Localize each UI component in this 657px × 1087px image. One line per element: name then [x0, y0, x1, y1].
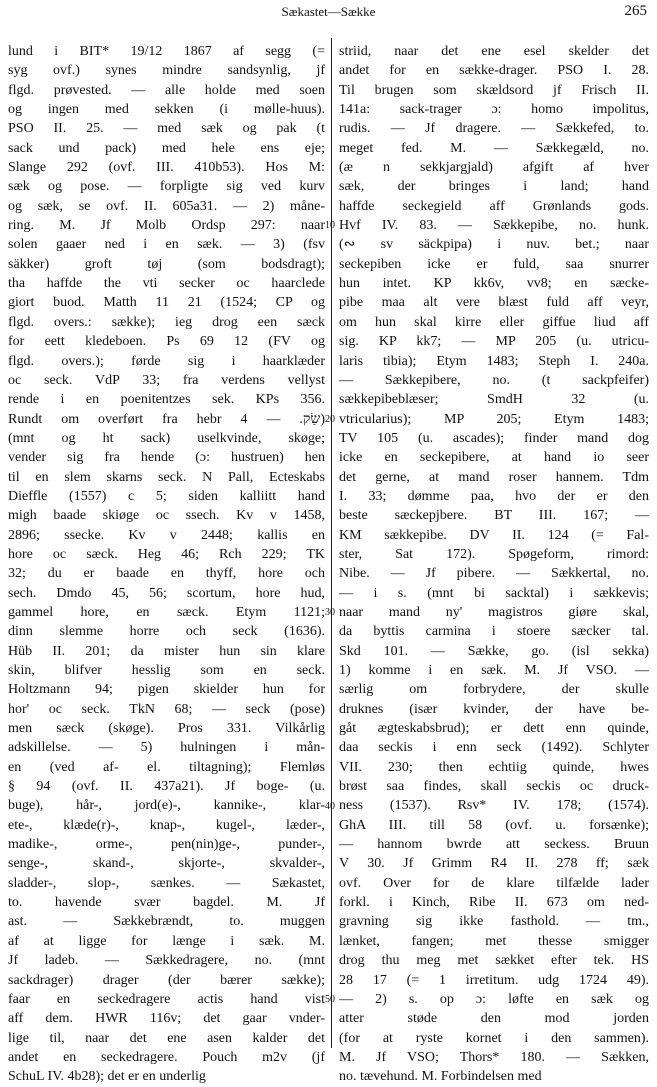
- right-column-text-line: vtricularius); MP 205; Etym 1483;: [339, 411, 649, 427]
- right-column-text-line: naar mand ny' magistros giøre skal,: [339, 604, 649, 620]
- right-column-text-line: sæk, der bringes i land; hand: [339, 179, 649, 195]
- right-column-text-line: haffde seckegield aff Grønlands gods.: [339, 198, 649, 214]
- right-column-text-line: gåt ægteskabsbrud); er dett enn quinde,: [339, 721, 649, 737]
- left-column-text-line: sackdrager) drager (der bærer sække);: [8, 972, 325, 988]
- right-column-text-line: meget fed. M. — Sækkegæld, no.: [339, 140, 649, 156]
- right-column-text-line: 141a: sack-trager ɔ: homo impolitus,: [339, 102, 649, 118]
- right-column-text-line: M. Jf VSO; Thors* 180. — Sækken,: [339, 1049, 649, 1065]
- left-column-text-line: faar en seckedragere actis hand vist: [8, 991, 325, 1007]
- left-column-text-line: sech. Dmdo 45, 56; scortum, hore hud,: [8, 585, 325, 601]
- left-column-text-line: ring. M. Jf Molb Ordsp 297: naar: [8, 218, 325, 234]
- left-column-text-line: en (ved af- el. tiltagning); Flemløs: [8, 759, 325, 775]
- page-number: 265: [624, 3, 647, 19]
- left-column-text-line: SchuL IV. 4b28); det er en underlig: [8, 1069, 206, 1085]
- left-column-text-line: 2896; ssecke. Kv v 2448; kallis en: [8, 527, 325, 543]
- left-column-text-line: flgd. prøvested. — alle holde med soen: [8, 82, 325, 98]
- right-column-text-line: (∾ sv säckpipa) i nuv. bet.; naar: [339, 237, 649, 253]
- right-column-text-line: om hun skal kirre eller giffue liud aff: [339, 314, 649, 330]
- right-column-text-line: druknes (især kvinder, der have be-: [339, 701, 649, 717]
- left-column: [8, 42, 325, 1087]
- left-column-text-line: sladder-, slop-, sænkes. — Sækastet,: [8, 875, 325, 891]
- left-column-text-line: hore oc sæck. Heg 46; Rch 229; TK: [8, 546, 325, 562]
- left-column-text-line: til en slem skarns seck. N Pall, Ecteskabs: [8, 469, 325, 485]
- left-column-text-line: dinn slemme horre och seck (1636).: [8, 624, 325, 640]
- right-column-text-line: no. tævehund. M. Forbindelsen med: [339, 1069, 542, 1085]
- right-column-text-line: — hannom bwrde att seckess. Bruun: [339, 837, 649, 853]
- right-column-text-line: — i s. (mnt bi sacktal) i sækkevis;: [339, 585, 649, 601]
- left-column-text-line: Jf ladeb. — Sækkedragere, no. (mnt: [8, 953, 325, 969]
- left-column-text-line: buge), hår-, jord(e)-, kannike-, klar-: [8, 798, 325, 814]
- right-column-text-line: daa seckis i enn seck (1492). Schlyter: [339, 740, 649, 756]
- left-column-text-line: solen gaaer ned i en sæk. — 3) (fsv: [8, 237, 325, 253]
- right-column-text-line: ster, Sat 172). Spøgeform, rimord:: [339, 546, 649, 562]
- left-column-text-line: adskillelse. — 5) hulningen i mån-: [8, 740, 325, 756]
- right-column-text-line: sig. KP kk7; — MP 205 (u. utricu-: [339, 334, 649, 350]
- left-column-text-line: (mnt og ht sack) uselkvinde, skøge;: [8, 430, 325, 446]
- left-column-text-line: og sæk, se ovf. II. 605a31. — 2) måne-: [8, 198, 325, 214]
- right-column-text-line: laris tibia); Etym 1483; Steph I. 240a.: [339, 353, 649, 369]
- left-column-text-line: og ingen med sekken (i mølle-huus).: [8, 102, 325, 118]
- left-column-text-line: Hüb II. 201; da mister hun sin klare: [8, 643, 325, 659]
- left-column-text-line: madike-, orme-, pen(nin)ge-, punder-,: [8, 837, 325, 853]
- right-column-text-line: ovf. Over for de klare tilfælde lader: [339, 875, 649, 891]
- right-column-text-line: icke en seckepibere, at hand io seer: [339, 450, 649, 466]
- line-number: 50: [325, 994, 335, 1006]
- left-column-text-line: giort buod. Matth 11 21 (1524; CP og: [8, 295, 325, 311]
- running-header: Sækastet—Sække: [281, 4, 376, 19]
- left-column-text-line: tha haffde the vti secker oc haarclede: [8, 276, 325, 292]
- right-column-text-line: gravning sig ikke fasthold. — tm.,: [339, 914, 649, 930]
- right-column-text-line: forkl. i Kinch, Ribe II. 673 om ned-: [339, 895, 649, 911]
- right-column-text-line: ness (1537). Rsv* IV. 178; (1574).: [339, 798, 649, 814]
- left-column-text-line: hor' oc seck. TkN 68; — seck (pose): [8, 701, 325, 717]
- right-column-text-line: seckepiben icke er fuld, saa snurrer: [339, 256, 649, 272]
- left-column-text-line: rende i en poenitentzes sek. KPs 356.: [8, 392, 325, 408]
- right-column-text-line: Skd 101. — Sække, go. (isl sekka): [339, 643, 649, 659]
- right-column-text-line: hun intet. KP kk6v, vv8; en sæcke-: [339, 276, 649, 292]
- right-column-text-line: lænket, fangen; met thesse smigger: [339, 933, 649, 949]
- left-column-text-line: Holtzmann 94; pigen skielder hun for: [8, 682, 325, 698]
- left-column-text-line: men sæck (skøge). Pros 331. Vilkårlig: [8, 721, 325, 737]
- right-column-text-line: sækkepibeblæser; SmdH 32 (u.: [339, 392, 649, 408]
- left-column-text-line: lund i BIT* 19/12 1867 af segg (=: [8, 44, 325, 59]
- left-column-text-line: oc seck. VdP 33; fra verdens vellyst: [8, 372, 325, 388]
- right-column-text-line: andet for en sække-drager. PSO I. 28.: [339, 63, 649, 79]
- left-column-text-line: § 94 (ovf. II. 437a21). Jf boge- (u.: [8, 779, 325, 795]
- left-column-text-line: PSO II. 25. — med sæk og pak (t: [8, 121, 325, 137]
- right-column-text-line: brøst saa findes, skall seckis oc druck-: [339, 779, 649, 795]
- left-column-text-line: lige til, naar det ene asen kalder det: [8, 1030, 325, 1046]
- right-column-text-line: beste sæckepjbere. BT III. 167; —: [339, 508, 649, 524]
- left-column-text-line: sack und pack) med hele ens eje;: [8, 140, 325, 156]
- right-column-text-line: særlig om forbrydere, der skulle: [339, 682, 649, 698]
- right-column-text-line: rudis. — Jf dragere. — Sækkefed, to.: [339, 121, 649, 137]
- left-column-text-line: ast. — Sækkebrændt, to. muggen: [8, 914, 325, 930]
- line-number: 20: [325, 413, 335, 425]
- right-column-text-line: Hvf IV. 83. — Sækkepibe, no. hunk.: [339, 218, 649, 234]
- left-column-text-line: 32; du er baade en thyff, hore och: [8, 566, 325, 582]
- left-column-text-line: säkker) groft tøj (som bodsdragt);: [8, 256, 325, 272]
- right-column-text-line: pibe maa alt vere blæst fuld aff veyr,: [339, 295, 649, 311]
- left-column-text-line: senge-, skand-, skjorte-, skvalder-,: [8, 856, 325, 872]
- right-column-text-line: 1) komme i en sæk. M. Jf VSO. —: [339, 663, 649, 678]
- left-column-text-line: to. havende svær bagdel. M. Jf: [8, 895, 325, 911]
- right-column-text-line: atter støde den mod jorden: [339, 1011, 649, 1027]
- left-column-text-line: for eett kledeboen. Ps 69 12 (FV og: [8, 334, 325, 350]
- right-column-text-line: da byttis carmina i stoere sæcker tal.: [339, 624, 649, 640]
- right-column-text-line: Nibe. — Jf pibere. — Sækkertal, no.: [339, 566, 649, 582]
- left-column-text-line: aff dem. HWR 116v; det gaar vnder-: [8, 1011, 325, 1027]
- left-column-text-line: syg ovf.) synes mindre sandsynlig, jf: [8, 63, 325, 79]
- right-column-text-line: 28 17 (= 1 irretitum. udg 1724 49).: [339, 972, 649, 988]
- right-column-text-line: (for at ryste kornet i den sammen).: [339, 1030, 649, 1046]
- left-column-text-line: gammel hore, en sæck. Etym 1121;: [8, 604, 325, 620]
- right-column-text-line: KM sækkepibe. DV II. 124 (= Fal-: [339, 527, 649, 543]
- left-column-text-line: sæk og pose. — forpligte sig ved kurv: [8, 179, 325, 195]
- right-column: [339, 42, 649, 1087]
- left-column-text-line: flgd. overs.); førde sig i haarklæder: [8, 353, 325, 369]
- right-column-text-line: Til brugen som skældsord jf Frisch II.: [339, 82, 649, 98]
- left-column-text-line: Dieffle (1557) c 5; siden kalliitt hand: [8, 488, 325, 504]
- line-number: 30: [325, 607, 335, 619]
- right-column-text-line: TV 105 (u. ascades); finder mand dog: [339, 430, 649, 446]
- left-column-text-line: migh baade skiøge oc ssech. Kv v 1458,: [8, 508, 325, 524]
- right-column-text-line: VII. 230; then echtiig quinde, hwes: [339, 759, 649, 775]
- left-column-text-line: Rundt om overført fra hebr שַׂק. — 4): [8, 411, 325, 427]
- left-column-text-line: Slange 292 (ovf. III. 410b53). Hos M:: [8, 160, 325, 176]
- left-column-text-line: af at ligge for længe i sæk. M.: [8, 933, 325, 949]
- right-column-text-line: det gerne, at mand roser hannem. Tdm: [339, 469, 649, 485]
- right-column-text-line: — 2) s. op ɔ: løfte en sæk og: [339, 991, 649, 1007]
- left-column-text-line: andet en seckedragere. Pouch m2v (jf: [8, 1049, 325, 1065]
- right-column-text-line: GhA III. till 58 (ovf. u. forsænke);: [339, 817, 649, 833]
- line-number: 40: [325, 800, 335, 812]
- right-column-text-line: (æ n sekkjargjald) afgift af hver: [339, 160, 649, 176]
- column-divider: [331, 38, 332, 1048]
- right-column-text-line: V 30. Jf Grimm R4 II. 278 ff; sæk: [339, 856, 649, 872]
- line-number: 10: [325, 220, 335, 232]
- left-column-text-line: vender sig fra hende (ɔ: hustruen) hen: [8, 450, 325, 466]
- left-column-text-line: ete-, klæde(r)-, knap-, kugel-, læder-,: [8, 817, 325, 833]
- left-column-text-line: flgd. overs.: sække); ieg drog een sæck: [8, 314, 325, 330]
- right-column-text-line: drog thu meg met sækket efter tek. HS: [339, 953, 649, 969]
- left-column-text-line: skin, blifver hesslig som en seck.: [8, 663, 325, 678]
- right-column-text-line: — Sækkepibere, no. (t sackpfeifer): [339, 372, 649, 388]
- right-column-text-line: striid, naar det ene esel skelder det: [339, 44, 649, 59]
- right-column-text-line: I. 33; dømme paa, hvo der er den: [339, 488, 649, 504]
